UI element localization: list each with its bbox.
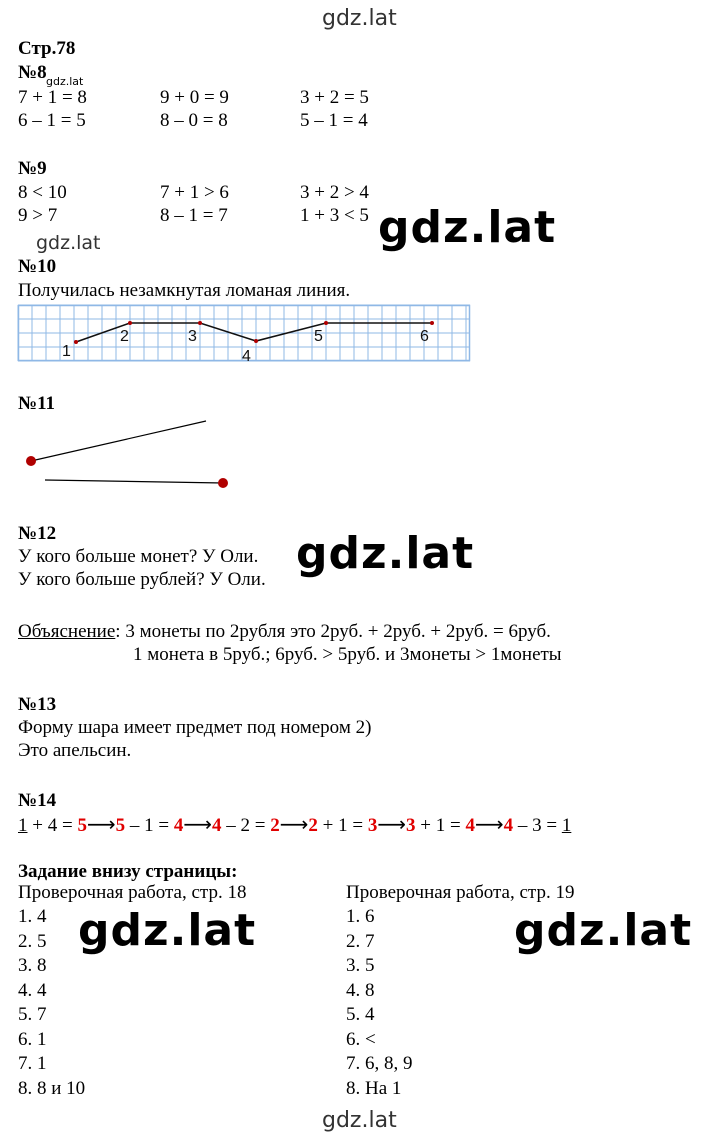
vertex-label: 1 bbox=[62, 343, 71, 360]
left-column-title: Проверочная работа, стр. 18 bbox=[18, 882, 247, 903]
segment-endpoint bbox=[26, 456, 36, 466]
answer-item: 3. 8 bbox=[18, 955, 47, 976]
task12-line: У кого больше рублей? У Оли. bbox=[18, 569, 266, 590]
task9-cell: 1 + 3 < 5 bbox=[300, 205, 369, 226]
answer-item: 4. 4 bbox=[18, 979, 47, 1001]
answer-item: 1. 4 bbox=[18, 906, 47, 927]
chain-arrow-icon: ⟶ bbox=[474, 812, 504, 836]
polyline-grid-figure bbox=[18, 305, 470, 365]
task13-line: Это апельсин. bbox=[18, 740, 132, 761]
polyline-vertex bbox=[128, 321, 132, 325]
task8-cell: 5 – 1 = 4 bbox=[300, 110, 368, 131]
polyline-vertex bbox=[324, 321, 328, 325]
task8-cell: 9 + 0 = 9 bbox=[160, 87, 229, 108]
chain-operation: – 3 = bbox=[513, 815, 562, 836]
chain-start: 4 bbox=[212, 815, 222, 836]
chain-operation: + 4 = bbox=[27, 815, 78, 836]
chain-operation: – 1 = bbox=[125, 815, 174, 836]
task8-cell: 8 – 0 = 8 bbox=[160, 110, 228, 131]
answer-item: 6. 1 bbox=[18, 1028, 47, 1050]
task10-header: №10 bbox=[18, 256, 57, 277]
answer-item: 4. 8 bbox=[346, 979, 375, 1001]
watermark-bottom: gdz.lat bbox=[322, 1108, 397, 1133]
task13-line: Форму шара имеет предмет под номером 2) bbox=[18, 717, 372, 738]
task12-header: №12 bbox=[18, 523, 57, 544]
chain-start: 4 bbox=[503, 815, 514, 836]
watermark-top: gdz.lat bbox=[322, 6, 397, 31]
watermark-small: gdz.lat bbox=[36, 232, 101, 254]
segment-endpoint bbox=[218, 478, 228, 488]
watermark-large: gdz.lat bbox=[514, 905, 693, 956]
task12-line: У кого больше монет? У Оли. bbox=[18, 546, 259, 567]
task12-explanation bbox=[18, 621, 551, 643]
polyline-vertex bbox=[198, 321, 202, 325]
polyline-vertex bbox=[430, 321, 434, 325]
answer-item: 2. 7 bbox=[346, 930, 375, 952]
polyline-vertex bbox=[74, 340, 78, 344]
right-column-title: Проверочная работа, стр. 19 bbox=[346, 882, 575, 903]
answer-item: 1. 6 bbox=[346, 906, 375, 927]
chain-arrow-icon: ⟶ bbox=[279, 812, 309, 836]
watermark-large: gdz.lat bbox=[78, 905, 257, 956]
task9-cell: 8 – 1 = 7 bbox=[160, 205, 228, 226]
task10-text: Получилась незамкнутая ломаная линия. bbox=[18, 280, 351, 301]
chain-operation: + 1 = bbox=[415, 815, 466, 836]
answer-item: 8. На 1 bbox=[346, 1077, 402, 1099]
chain-result: 2 bbox=[270, 815, 280, 836]
segments-figure bbox=[18, 410, 258, 500]
vertex-label: 5 bbox=[314, 328, 323, 345]
bottom-header: Задание внизу страницы: bbox=[18, 861, 238, 882]
answer-item: 6. < bbox=[346, 1028, 376, 1050]
chain-start: 3 bbox=[406, 815, 416, 836]
task11-header: №11 bbox=[18, 393, 56, 414]
segment-line bbox=[31, 421, 206, 461]
chain-arrow-icon: ⟶ bbox=[86, 812, 116, 836]
explanation-label: Объяснение bbox=[18, 621, 116, 642]
chain-operation: – 2 = bbox=[221, 815, 271, 836]
task14-header: №14 bbox=[18, 790, 57, 811]
task13-header: №13 bbox=[18, 694, 57, 715]
vertex-label: 6 bbox=[420, 328, 429, 345]
chain-start: 5 bbox=[115, 815, 126, 836]
answer-item: 7. 6, 8, 9 bbox=[346, 1053, 413, 1074]
answer-item: 5. 7 bbox=[18, 1004, 47, 1025]
page-title: Стр.78 bbox=[18, 38, 76, 59]
chain-start: 2 bbox=[308, 815, 318, 836]
vertex-label: 2 bbox=[120, 328, 129, 345]
watermark-large: gdz.lat bbox=[378, 202, 557, 253]
chain-result: 3 bbox=[367, 815, 378, 836]
task9-header: №9 bbox=[18, 158, 47, 179]
explanation-text: : 3 монеты по 2рубля это 2руб. + 2руб. + 2руб. = 6руб. bbox=[115, 621, 551, 642]
chain-start: 1 bbox=[18, 815, 28, 836]
chain-arrow-icon: ⟶ bbox=[183, 812, 212, 836]
chain-operation: + 1 = bbox=[317, 815, 368, 836]
task9-cell: 3 + 2 > 4 bbox=[300, 182, 369, 203]
answer-item: 5. 4 bbox=[346, 1004, 375, 1025]
task8-cell: 6 – 1 = 5 bbox=[18, 110, 86, 131]
watermark-inline: gdz.lat bbox=[46, 75, 84, 88]
segment-line bbox=[45, 480, 223, 483]
chain-result: 4 bbox=[173, 815, 184, 836]
chain-result: 5 bbox=[77, 815, 87, 836]
polyline-vertex bbox=[254, 339, 258, 343]
vertex-label: 3 bbox=[188, 328, 197, 345]
task9-cell: 7 + 1 > 6 bbox=[160, 182, 229, 203]
answer-item: 8. 8 и 10 bbox=[18, 1077, 86, 1099]
answer-item: 7. 1 bbox=[18, 1053, 47, 1074]
chain-result: 1 bbox=[561, 815, 572, 836]
task14-chain bbox=[18, 813, 571, 837]
right-answers-list bbox=[346, 906, 413, 1102]
task9-cell: 8 < 10 bbox=[18, 182, 67, 203]
chain-arrow-icon: ⟶ bbox=[377, 812, 406, 836]
answer-item: 3. 5 bbox=[346, 955, 375, 976]
task8-header: №8 bbox=[18, 62, 47, 83]
task12-explanation-line2: 1 монета в 5руб.; 6руб. > 5руб. и 3монеты > 1монеты bbox=[133, 644, 562, 665]
answer-item: 2. 5 bbox=[18, 930, 47, 952]
watermark-large: gdz.lat bbox=[296, 528, 475, 579]
vertex-label: 4 bbox=[242, 348, 251, 365]
task9-cell: 9 > 7 bbox=[18, 205, 58, 226]
chain-result: 4 bbox=[465, 815, 475, 836]
task8-cell: 7 + 1 = 8 bbox=[18, 87, 87, 108]
task8-cell: 3 + 2 = 5 bbox=[300, 87, 369, 108]
left-answers-list bbox=[18, 906, 85, 1102]
